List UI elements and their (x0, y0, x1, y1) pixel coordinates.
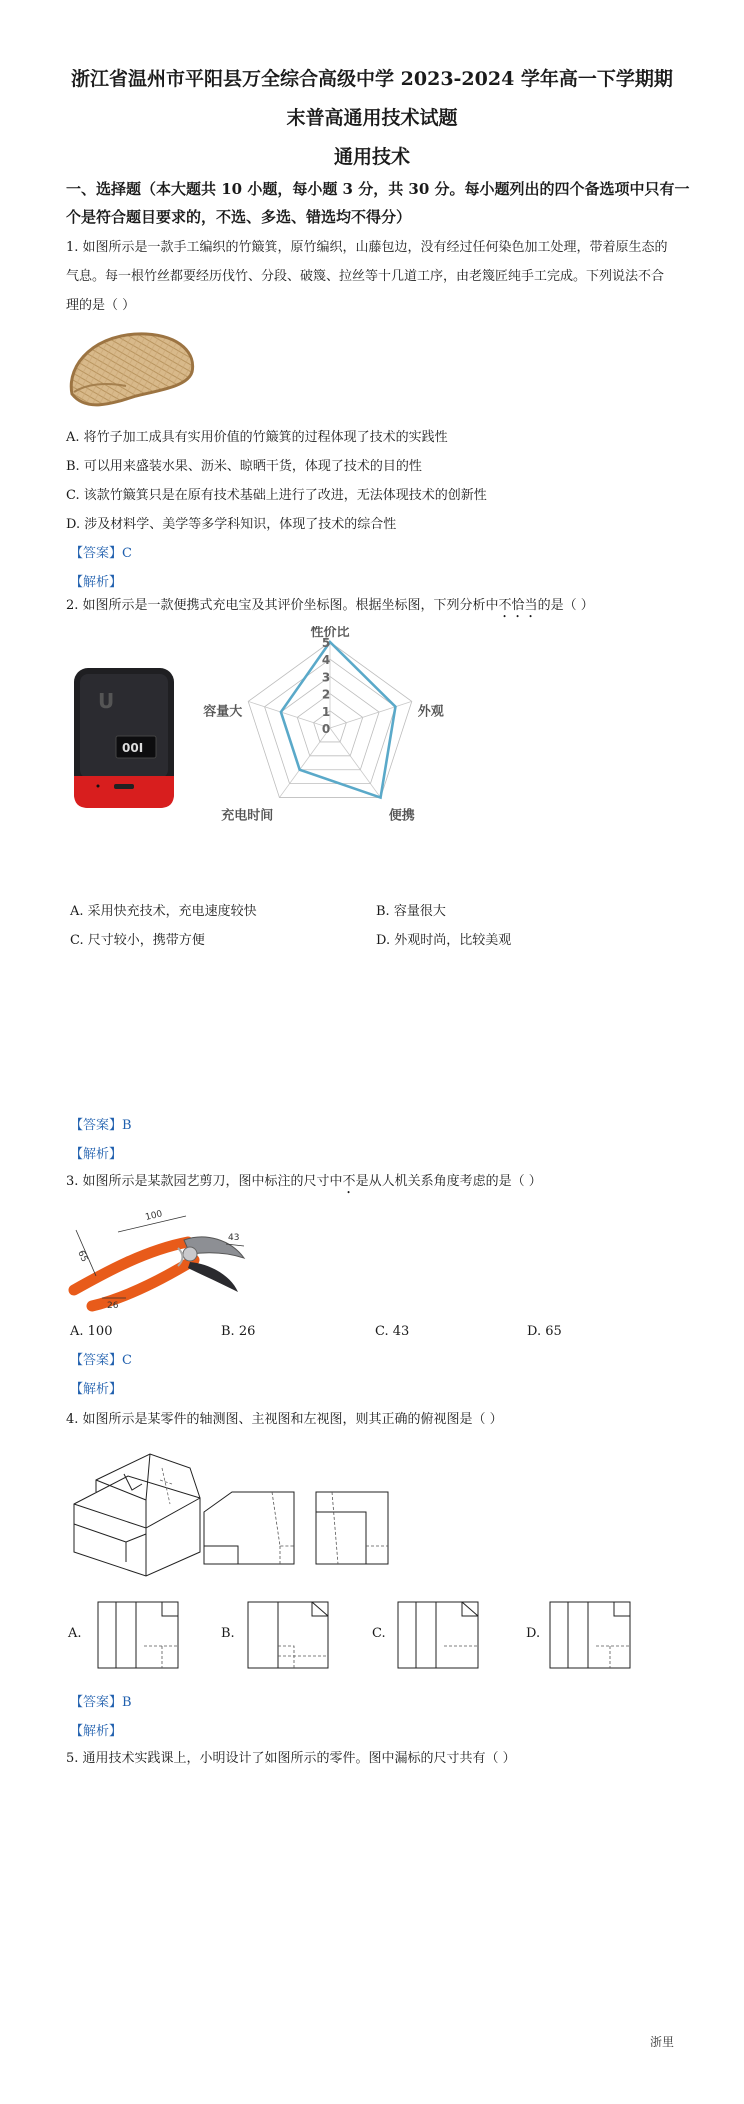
q2-option-b: B. 容量很大 (376, 904, 446, 919)
radar-tick-label: 3 (321, 670, 331, 685)
q3-option-a: A. 100 (70, 1324, 113, 1339)
q3-stem-part2: 是从人机关系角度考虑的是（ ） (355, 1174, 542, 1189)
q4-option-a-view (96, 1600, 180, 1670)
svg-text:U: U (98, 689, 115, 713)
q3-analysis: 【解析】 (70, 1382, 123, 1397)
radar-axis-line (330, 728, 381, 798)
q1-option-a: A. 将竹子加工成具有实用价值的竹簸箕的过程体现了技术的实践性 (66, 430, 448, 445)
q4-option-d-view (548, 1600, 632, 1670)
q4-front-view (202, 1490, 298, 1568)
q3-answer: 【答案】C (70, 1353, 132, 1368)
radar-chart (200, 626, 460, 826)
radar-axis-label: 外观 (417, 704, 444, 720)
radar-axis-label: 便携 (388, 808, 415, 824)
bamboo-dustpan-image (66, 324, 196, 416)
q1-analysis: 【解析】 (70, 575, 123, 590)
q4-option-b-label: B. (221, 1626, 235, 1641)
section-header-line1: 一、选择题（本大题共 10 小题，每小题 3 分，共 30 分。每小题列出的四个备选项中只有一 (66, 180, 690, 198)
page-title-line1: 浙江省温州市平阳县万全综合高级中学 2023-2024 学年高一下学期期 (71, 68, 673, 90)
q2-analysis: 【解析】 (70, 1147, 123, 1162)
q3-dim-100: 100 (144, 1209, 164, 1223)
radar-axis-label: 充电时间 (221, 808, 274, 824)
q2-stem (66, 592, 686, 621)
q4-option-c-view (396, 1600, 480, 1670)
q4-analysis: 【解析】 (70, 1724, 123, 1739)
radar-axis-line (248, 701, 330, 728)
q4-answer: 【答案】B (70, 1695, 132, 1710)
q2-stem-part2: 的是（ ） (537, 598, 594, 613)
q4-option-b-view (246, 1600, 330, 1670)
q3-dim-43: 43 (228, 1233, 240, 1243)
q3-dim-26: 26 (107, 1301, 119, 1311)
q3-stem (66, 1168, 686, 1197)
q3-stem-part1: 3. 如图所示是某款园艺剪刀，图中标注的尺寸中 (66, 1174, 343, 1189)
radar-tick-label: 4 (321, 653, 331, 668)
q1-option-d: D. 涉及材料学、美学等多学科知识，体现了技术的综合性 (66, 517, 397, 532)
q4-option-c-label: C. (372, 1626, 386, 1641)
q2-stem-part1: 2. 如图所示是一款便携式充电宝及其评价坐标图。根据坐标图，下列分析中 (66, 598, 499, 613)
section-header-line2: 个是符合题目要求的，不选、多选、错选均不得分） (66, 208, 412, 226)
q2-option-d: D. 外观时尚，比较美观 (376, 933, 512, 948)
pruning-shears-image (66, 1202, 256, 1312)
power-bank-image (68, 664, 180, 814)
radar-tick-label: 2 (321, 687, 331, 702)
radar-tick-label: 0 (321, 722, 331, 736)
q2-option-a: A. 采用快充技术，充电速度较快 (70, 904, 257, 919)
radar-axis-label: 性价比 (310, 626, 350, 640)
q3-option-c: C. 43 (375, 1324, 410, 1339)
q4-left-view (314, 1490, 390, 1568)
q4-axonometric-drawing (70, 1444, 210, 1578)
radar-axis-line (330, 701, 412, 728)
q2-option-c: C. 尺寸较小，携带方便 (70, 933, 205, 948)
page-title-line2: 末普高通用技术试题 (286, 107, 458, 129)
radar-tick-label: 5 (321, 636, 331, 650)
q3-option-b: B. 26 (221, 1324, 256, 1339)
q3-stem-emphasis: 不 (342, 1174, 356, 1189)
radar-tick-label: 1 (321, 704, 331, 719)
q2-stem-emphasis: 不恰当 (498, 598, 538, 613)
q4-option-a-label: A. (68, 1626, 82, 1641)
svg-text:00I: 00I (122, 741, 144, 755)
q4-option-d-label: D. (526, 1626, 541, 1641)
q1-option-c: C. 该款竹簸箕只是在原有技术基础上进行了改进，无法体现技术的创新性 (66, 488, 487, 503)
q3-option-d: D. 65 (527, 1324, 562, 1339)
q1-answer: 【答案】C (70, 546, 132, 561)
q1-stem-line3: 理的是（ ） (66, 298, 136, 313)
radar-axis-line (279, 728, 330, 798)
q5-stem: 5. 通用技术实践课上，小明设计了如图所示的零件。图中漏标的尺寸共有（ ） (66, 1751, 516, 1766)
radar-axis-label: 容量大 (203, 704, 243, 720)
q1-option-b: B. 可以用来盛装水果、沥米、晾晒干货，体现了技术的目的性 (66, 459, 422, 474)
q2-answer: 【答案】B (70, 1118, 132, 1133)
footer-mark: 浙里 (650, 2035, 675, 2049)
q1-stem-line1: 1. 如图所示是一款手工编织的竹簸箕，原竹编织，山藤包边，没有经过任何染色加工处理，带着原生态的 (66, 240, 668, 255)
subject-title: 通用技术 (333, 146, 410, 168)
q1-stem-line2: 气息。每一根竹丝都要经历伐竹、分段、破篾、拉丝等十几道工序，由老篾匠纯手工完成。下列说法不合 (66, 269, 665, 284)
q4-stem: 4. 如图所示是某零件的轴测图、主视图和左视图，则其正确的俯视图是（ ） (66, 1412, 503, 1427)
q3-dim-65: 65 (75, 1249, 90, 1264)
